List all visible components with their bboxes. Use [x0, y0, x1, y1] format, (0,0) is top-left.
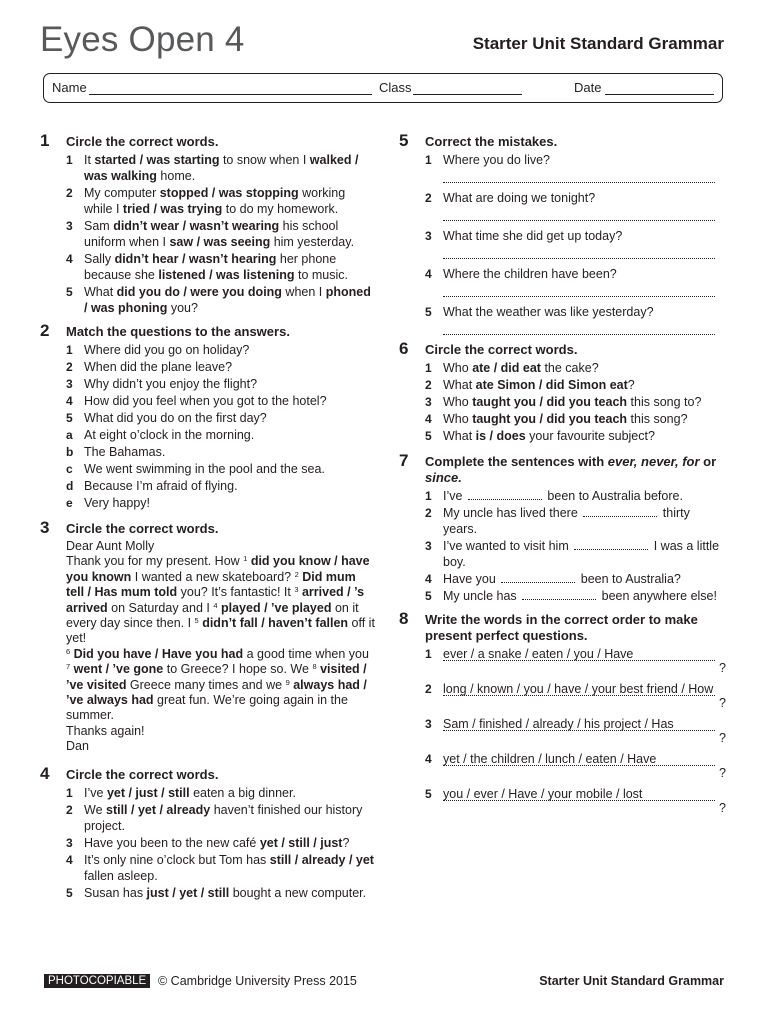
answer-line[interactable]: [443, 765, 715, 766]
exercise-8: [399, 609, 726, 817]
list-item[interactable]: [399, 360, 724, 376]
list-item[interactable]: [399, 588, 724, 604]
item-number: 1: [66, 343, 73, 357]
list-item[interactable]: [399, 266, 724, 297]
list-item[interactable]: [399, 411, 724, 427]
answer-line[interactable]: [443, 182, 715, 183]
item-number: 5: [425, 589, 432, 603]
item-text: Why didn’t you enjoy the flight?: [84, 377, 258, 391]
item-text: When did the plane leave?: [84, 360, 233, 374]
date-label: Date: [574, 80, 602, 95]
exercise-number: 2: [40, 321, 50, 340]
list-item[interactable]: [40, 835, 375, 851]
answer-line[interactable]: [443, 258, 715, 259]
item-number: 2: [425, 506, 432, 520]
item-text: Where the children have been?: [443, 267, 617, 281]
item-number: 2: [425, 378, 432, 392]
photocopiable-badge: PHOTOCOPIABLE: [44, 974, 150, 988]
answer-line[interactable]: [443, 296, 715, 297]
sentence-start: My uncle has lived there: [443, 506, 578, 520]
sentence-start: Have you: [443, 572, 496, 586]
answer-gap[interactable]: [574, 539, 648, 550]
item-text: Sam / finished / already / his project / Has: [443, 717, 674, 731]
item-number: 1: [425, 647, 432, 661]
date-field[interactable]: [574, 80, 601, 96]
exercise-number: 5: [399, 131, 409, 150]
exercise-heading: Circle the correct words.: [66, 521, 219, 536]
item-text: Who taught you / did you teach this song to?: [443, 395, 702, 409]
list-item[interactable]: [40, 852, 375, 884]
sentence-end: been to Australia?: [580, 572, 681, 586]
item-text: Very happy!: [84, 496, 151, 510]
item-text: What are doing we tonight?: [443, 191, 596, 205]
exercise-3: [40, 518, 375, 755]
question-mark: ?: [719, 801, 726, 815]
item-text: ever / a snake / eaten / you / Have: [443, 647, 634, 661]
exercise-2: [40, 321, 375, 511]
list-item: [40, 461, 375, 477]
item-number: 1: [425, 489, 432, 503]
list-item[interactable]: [399, 394, 724, 410]
item-number: 3: [425, 539, 432, 553]
item-text: I’ve yet / just / still eaten a big dinner.: [84, 785, 296, 800]
exercise-items: [399, 360, 724, 444]
answer-list: [40, 427, 375, 511]
exercise-number: 3: [40, 518, 50, 537]
answer-line[interactable]: [443, 220, 715, 221]
list-item[interactable]: [399, 304, 724, 335]
list-item[interactable]: [399, 538, 724, 570]
copyright-notice: © Cambridge University Press 2015: [158, 974, 357, 988]
item-text: long / known / you / have / your best friend / How: [443, 682, 714, 696]
exercise-heading: Circle the correct words.: [66, 766, 219, 782]
answer-gap[interactable]: [501, 572, 575, 583]
list-item[interactable]: [40, 284, 375, 316]
answer-line[interactable]: [443, 660, 715, 661]
left-column: [40, 131, 375, 910]
item-text: How did you feel when you got to the hotel?: [84, 394, 327, 408]
exercise-number: 1: [40, 131, 50, 150]
exercise-number: 7: [399, 451, 409, 470]
exercise-number: 8: [399, 609, 409, 628]
list-item[interactable]: [40, 885, 375, 901]
item-text: Sally didn’t hear / wasn’t hearing her phone because she listened / was listening to music.: [84, 252, 349, 282]
sentence-start: I’ve wanted to visit him: [443, 539, 569, 553]
question-mark: ?: [719, 661, 726, 675]
list-item[interactable]: [399, 377, 724, 393]
question-mark: ?: [719, 696, 726, 710]
exercise-number: 6: [399, 339, 409, 358]
item-number: 3: [66, 377, 73, 391]
item-number: d: [66, 479, 74, 493]
list-item: [40, 410, 375, 426]
answer-line[interactable]: [443, 730, 715, 731]
answer-gap[interactable]: [583, 506, 657, 517]
list-item[interactable]: [40, 152, 375, 184]
item-text: Susan has just / yet / still bought a new computer.: [84, 885, 367, 900]
item-number: 5: [66, 411, 73, 425]
answer-row: [443, 662, 724, 677]
name-field[interactable]: [52, 80, 87, 96]
item-text: It’s only nine o’clock but Tom has still / already / yet fallen asleep.: [84, 852, 374, 883]
class-field[interactable]: [379, 80, 412, 96]
item-text: Because I’m afraid of flying.: [84, 479, 238, 493]
list-item: [40, 342, 375, 358]
item-text: Have you been to the new café yet / still / just?: [84, 835, 350, 850]
list-item[interactable]: [399, 228, 724, 259]
date-line: [605, 94, 714, 95]
name-line: [89, 94, 372, 95]
exercise-items: [399, 646, 724, 817]
item-text: yet / the children / lunch / eaten / Have: [443, 752, 657, 766]
item-text: Where you do live?: [443, 153, 551, 167]
letter-closing: Thanks again!: [66, 723, 145, 738]
exercise-items: [40, 152, 375, 316]
letter-greeting: Dear Aunt Molly: [66, 539, 155, 553]
letter-signature: Dan: [66, 739, 89, 754]
item-number: 5: [425, 429, 432, 443]
item-number: 1: [66, 153, 73, 167]
page-footer: [44, 972, 724, 992]
item-number: 3: [425, 395, 432, 409]
exercise-heading: Complete the sentences with ever, never, for or since.: [425, 454, 717, 485]
class-line: [413, 94, 522, 95]
list-item[interactable]: [399, 152, 724, 183]
exercise-5: [399, 131, 724, 335]
item-number: e: [66, 496, 73, 510]
item-number: 2: [66, 186, 73, 200]
class-label: Class: [379, 80, 412, 95]
exercise-heading: Circle the correct words.: [66, 134, 219, 149]
item-text: Who taught you / did you teach this song?: [443, 412, 688, 426]
item-text: Where did you go on holiday?: [84, 343, 250, 357]
list-item[interactable]: [399, 571, 724, 587]
list-item[interactable]: [40, 802, 375, 834]
item-number: 4: [66, 252, 73, 266]
sentence-end: I was a little boy.: [443, 539, 720, 569]
item-number: 2: [425, 191, 432, 205]
list-item[interactable]: [399, 505, 724, 537]
item-number: 3: [425, 229, 432, 243]
exercise-heading: Circle the correct words.: [425, 342, 578, 357]
item-text: We still / yet / already haven’t finished our history project.: [84, 802, 363, 833]
question-mark: ?: [719, 731, 726, 745]
list-item: [40, 495, 375, 511]
item-number: 3: [66, 835, 73, 850]
item-text: My computer stopped / was stopping working while I tried / was trying to do my homework.: [84, 186, 346, 216]
item-text: It started / was starting to snow when I walked / was walking home.: [84, 153, 359, 183]
answer-row: [443, 732, 724, 747]
item-text: What is / does your favourite subject?: [443, 429, 655, 443]
list-item[interactable]: [399, 646, 724, 677]
name-label: Name: [52, 80, 87, 95]
item-number: 3: [425, 717, 432, 731]
item-number: 5: [66, 885, 73, 900]
list-item[interactable]: [399, 716, 724, 747]
item-text: What the weather was like yesterday?: [443, 305, 654, 319]
exercise-heading: Correct the mistakes.: [425, 134, 558, 149]
list-item: [40, 376, 375, 392]
answer-row: [443, 767, 724, 782]
item-text: Sam didn’t wear / wasn’t wearing his school uniform when I saw / was seeing him yesterday.: [84, 219, 355, 249]
list-item[interactable]: [399, 488, 724, 504]
item-number: 4: [425, 572, 432, 586]
worksheet-subtitle: Starter Unit Standard Grammar: [472, 34, 724, 53]
item-number: b: [66, 445, 74, 459]
item-number: 3: [66, 219, 73, 233]
item-number: c: [66, 462, 73, 476]
list-item[interactable]: [40, 218, 375, 250]
answer-gap[interactable]: [522, 589, 596, 600]
item-number: 4: [425, 752, 432, 766]
list-item[interactable]: [40, 785, 375, 801]
answer-row: [443, 802, 724, 817]
item-number: 4: [425, 267, 432, 281]
letter-body[interactable]: Thank you for my present. How $^1$ did you know / have you known I wanted a new skateboard? $^2$ Did mum tell / Has mum told you? It’s fantastic! It $^3$ arrived / ’s arrived on Saturday and I $^4$ played / ’ve played on it every day since then. I $^5$ didn’t fall / haven’t fallen off it yet! $^6$ Did you have / Have you had a good time when you $^7$ went / ’ve gone to Greece? I hope so. We $^8$ visited / ’ve visited Greece many times and we $^9$ always had / ’ve always had great fun. We’re going again in the summer.: [66, 554, 375, 723]
list-item: [40, 478, 375, 494]
exercise-6: [399, 339, 724, 444]
item-text: Who ate / did eat the cake?: [443, 361, 599, 375]
question-list: [40, 342, 375, 426]
list-item: [40, 427, 375, 443]
item-text: you / ever / Have / your mobile / lost: [443, 787, 643, 801]
list-item[interactable]: [399, 681, 724, 712]
item-number: 5: [425, 787, 432, 801]
list-item[interactable]: [40, 251, 375, 283]
item-number: 2: [425, 682, 432, 696]
sentence-end: thirty years.: [443, 506, 690, 536]
item-number: 2: [66, 360, 73, 374]
item-number: 2: [66, 802, 73, 817]
item-text: What did you do / were you doing when I phoned / was phoning you?: [84, 285, 371, 315]
letter-text: [66, 539, 375, 755]
book-title: Eyes Open 4: [40, 20, 245, 59]
item-number: 4: [66, 852, 73, 867]
list-item: [40, 393, 375, 409]
exercise-items: [40, 785, 375, 901]
list-item[interactable]: [399, 190, 724, 221]
list-item[interactable]: [399, 751, 724, 782]
item-number: a: [66, 428, 73, 442]
answer-row: [443, 697, 724, 712]
item-text: What time she did get up today?: [443, 229, 623, 243]
list-item[interactable]: [40, 185, 375, 217]
exercise-items: [399, 152, 724, 335]
exercise-heading: Write the words in the correct order to make present perfect questions.: [425, 612, 698, 643]
item-text: At eight o’clock in the morning.: [84, 428, 255, 442]
answer-gap[interactable]: [468, 489, 542, 500]
list-item[interactable]: [399, 428, 724, 444]
item-number: 1: [425, 361, 432, 375]
exercise-7: [399, 451, 724, 604]
list-item[interactable]: [399, 786, 724, 817]
answer-line[interactable]: [443, 334, 715, 335]
item-text: What did you do on the first day?: [84, 411, 267, 425]
sentence-end: been to Australia before.: [547, 489, 683, 503]
exercise-items: [399, 488, 724, 604]
sentence-end: been anywhere else!: [601, 589, 717, 603]
exercise-heading: Match the questions to the answers.: [66, 324, 290, 339]
question-mark: ?: [719, 766, 726, 780]
list-item: [40, 444, 375, 460]
answer-line[interactable]: [443, 800, 715, 801]
item-number: 5: [425, 305, 432, 319]
right-column: [399, 131, 726, 826]
exercise-1: [40, 131, 375, 316]
student-info-box: [43, 73, 723, 103]
exercise-number: 4: [40, 763, 50, 783]
item-number: 4: [425, 412, 432, 426]
exercise-4: [40, 763, 375, 901]
sentence-start: My uncle has: [443, 589, 517, 603]
item-number: 1: [66, 785, 73, 800]
answer-line[interactable]: [443, 695, 715, 696]
item-number: 5: [66, 285, 73, 299]
list-item: [40, 359, 375, 375]
item-text: The Bahamas.: [84, 445, 166, 459]
item-number: 1: [425, 153, 432, 167]
item-text: We went swimming in the pool and the sea.: [84, 462, 325, 476]
item-number: 4: [66, 394, 73, 408]
footer-unit-title: Starter Unit Standard Grammar: [539, 974, 724, 988]
sentence-start: I’ve: [443, 489, 463, 503]
item-text: What ate Simon / did Simon eat?: [443, 378, 635, 392]
